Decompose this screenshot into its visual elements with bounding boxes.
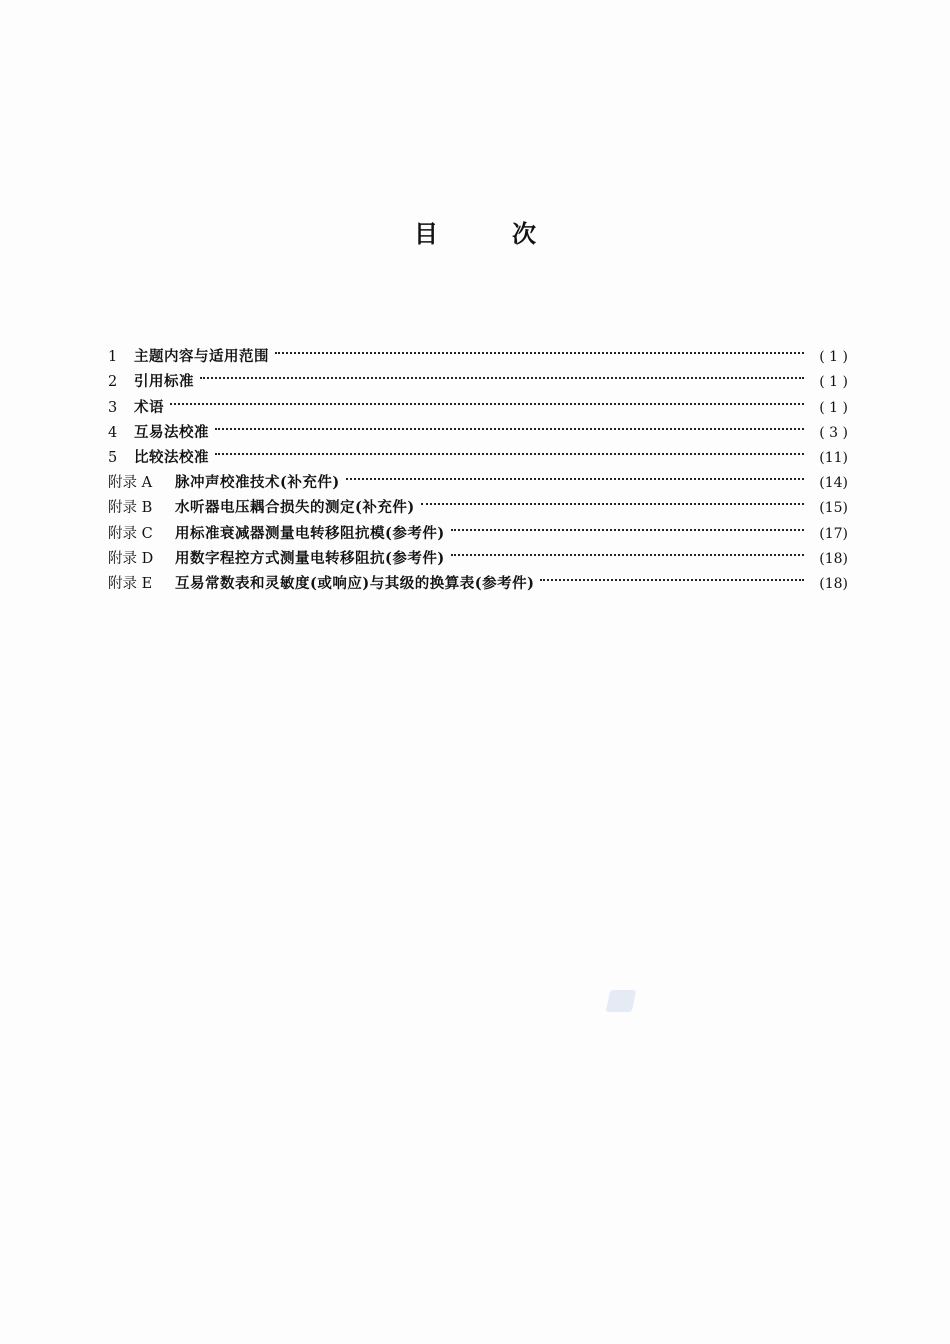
- toc-entry-appendix-a[interactable]: [108, 462, 848, 492]
- toc-entry-1[interactable]: [108, 336, 848, 366]
- toc-entry-page: ( 3 ): [819, 424, 848, 441]
- toc-entry-2[interactable]: [108, 361, 848, 391]
- toc-leader-dots: [540, 563, 804, 588]
- toc-entry-label: 比较法校准: [134, 448, 209, 466]
- toc-entry-number: 5: [108, 449, 118, 466]
- toc-entry-4[interactable]: [108, 412, 848, 441]
- toc-entry-number: 4: [108, 424, 118, 441]
- toc-leader-dots: [451, 538, 804, 563]
- toc-leader-dots: [346, 462, 804, 487]
- toc-entry-page: ( 1 ): [819, 349, 848, 366]
- toc-entry-page: (14): [819, 475, 848, 492]
- toc-leader-dots: [170, 386, 804, 411]
- toc-entry-number: 附录 B: [108, 500, 153, 517]
- toc-entry-label: 脉冲声校准技术(补充件): [175, 474, 340, 492]
- toc-leader-dots: [451, 512, 804, 537]
- toc-entry-number: 附录 D: [108, 550, 154, 567]
- toc-entry-number: 附录 E: [108, 575, 153, 592]
- toc-entry-number: 2: [108, 374, 118, 391]
- toc-entry-page: (15): [819, 500, 848, 517]
- toc-leader-dots: [275, 336, 804, 361]
- toc-entry-label: 互易常数表和灵敏度(或响应)与其级的换算表(参考件): [175, 574, 535, 592]
- toc-leader-dots: [421, 487, 804, 512]
- toc-entry-number: 1: [108, 349, 118, 366]
- toc-title-char-1: 目: [414, 220, 438, 248]
- toc-entry-label: 引用标准: [134, 373, 194, 391]
- toc-entry-page: ( 1 ): [819, 399, 848, 416]
- toc-entry-label: 用标准衰减器测量电转移阻抗模(参考件): [175, 524, 445, 542]
- toc-entry-5[interactable]: [108, 437, 848, 466]
- toc-entry-label: 主题内容与适用范围: [134, 348, 269, 366]
- toc-leader-dots: [215, 412, 804, 437]
- toc-entry-page: ( 1 ): [819, 374, 848, 391]
- toc-entry-3[interactable]: [108, 386, 848, 416]
- table-of-contents: [108, 336, 848, 592]
- watermark-stamp-icon: [606, 990, 637, 1012]
- toc-entry-number: 附录 A: [108, 475, 153, 492]
- toc-title: [0, 214, 950, 249]
- toc-entry-page: (11): [819, 449, 848, 466]
- toc-entry-label: 水听器电压耦合损失的测定(补充件): [175, 499, 415, 517]
- toc-leader-dots: [215, 437, 804, 462]
- toc-entry-label: 术语: [134, 398, 164, 416]
- toc-title-char-2: 次: [512, 220, 536, 248]
- toc-entry-page: (18): [819, 550, 848, 567]
- toc-entry-number: 3: [108, 399, 118, 416]
- toc-leader-dots: [200, 361, 804, 386]
- toc-entry-label: 互易法校准: [134, 423, 209, 441]
- toc-entry-label: 用数字程控方式测量电转移阻抗(参考件): [175, 549, 445, 567]
- toc-entry-page: (18): [819, 575, 848, 592]
- toc-entry-number: 附录 C: [108, 525, 153, 542]
- toc-entry-page: (17): [819, 525, 848, 542]
